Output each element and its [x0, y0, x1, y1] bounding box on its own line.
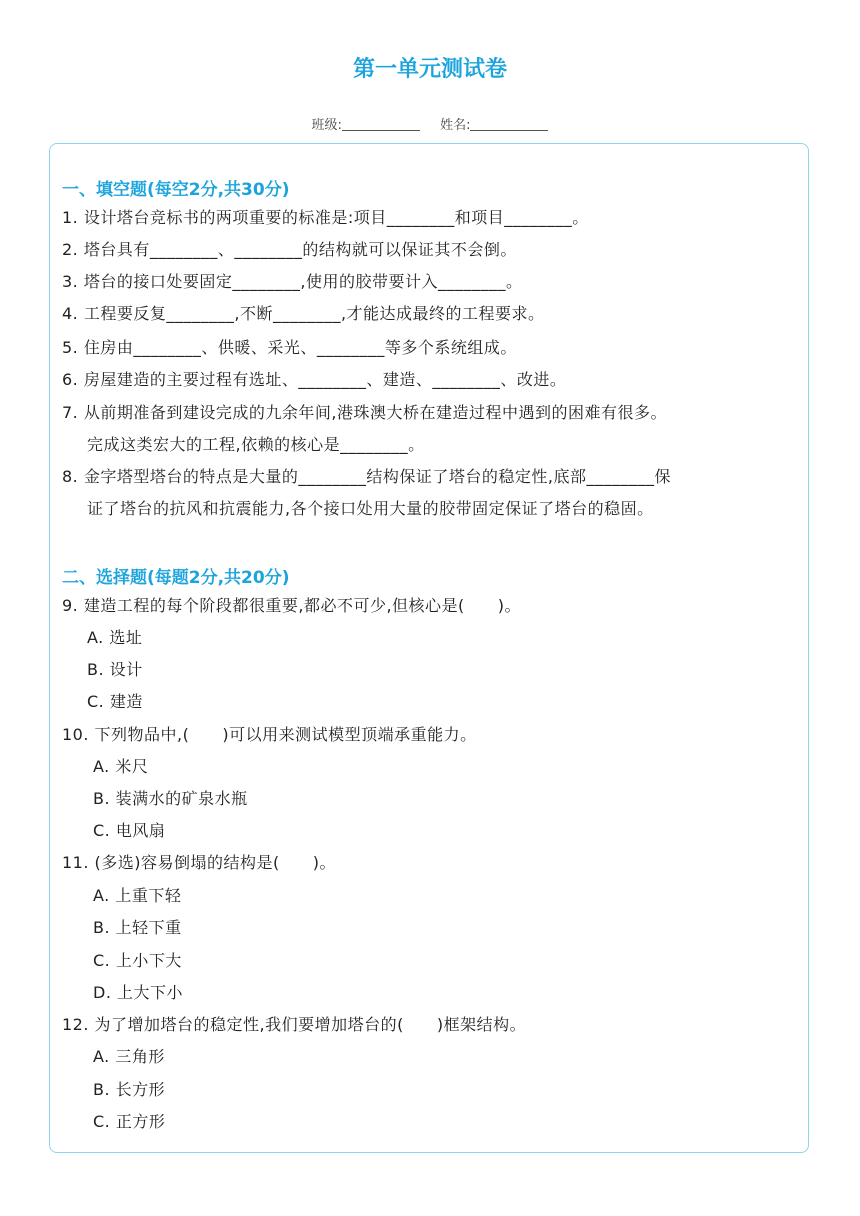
- question-5: 5. 住房由________、供暖、采光、________等多个系统组成。: [62, 338, 517, 357]
- question-7-line-2: 完成这类宏大的工程,依赖的核心是________。: [87, 435, 425, 454]
- q10-option-b: B. 装满水的矿泉水瓶: [93, 789, 248, 808]
- q11-option-b: B. 上轻下重: [93, 918, 182, 937]
- q9-option-c: C. 建造: [87, 692, 143, 711]
- q9-option-a: A. 选址: [87, 628, 143, 647]
- name-label: 姓名:: [440, 118, 471, 133]
- q9-option-b: B. 设计: [87, 660, 143, 679]
- question-2: 2. 塔台具有________、________的结构就可以保证其不会倒。: [62, 240, 517, 259]
- q12-option-b: B. 长方形: [93, 1080, 166, 1099]
- question-1: 1. 设计塔台竞标书的两项重要的标准是:项目________和项目________。: [62, 208, 589, 227]
- question-3: 3. 塔台的接口处要固定________,使用的胶带要计入________。: [62, 272, 523, 291]
- class-field: [312, 114, 420, 133]
- question-10: 10. 下列物品中,( )可以用来测试模型顶端承重能力。: [62, 725, 477, 744]
- class-label: 班级:: [311, 118, 342, 133]
- question-7-line-1: 7. 从前期准备到建设完成的九余年间,港珠澳大桥在建造过程中遇到的困难有很多。: [62, 403, 667, 422]
- question-9: 9. 建造工程的每个阶段都很重要,都必不可少,但核心是( )。: [62, 596, 522, 615]
- q10-option-a: A. 米尺: [93, 757, 149, 776]
- question-11: 11. (多选)容易倒塌的结构是( )。: [62, 853, 337, 872]
- section-2-heading: 二、选择题(每题2分,共20分): [62, 568, 290, 588]
- q11-option-d: D. 上大下小: [93, 983, 183, 1002]
- page-title: 第一单元测试卷: [352, 57, 507, 82]
- q11-option-a: A. 上重下轻: [93, 886, 182, 905]
- class-blank[interactable]: [342, 118, 420, 131]
- q10-option-c: C. 电风扇: [93, 821, 166, 840]
- student-info: [0, 114, 860, 133]
- question-12: 12. 为了增加塔台的稳定性,我们要增加塔台的( )框架结构。: [62, 1015, 527, 1034]
- question-6: 6. 房屋建造的主要过程有选址、________、建造、________、改进。: [62, 370, 567, 389]
- name-blank[interactable]: [470, 118, 548, 131]
- section-1-heading: 一、填空题(每空2分,共30分): [62, 180, 290, 200]
- q12-option-c: C. 正方形: [93, 1112, 166, 1131]
- q12-option-a: A. 三角形: [93, 1047, 165, 1066]
- question-4: 4. 工程要反复________,不断________,才能达成最终的工程要求。: [62, 304, 545, 323]
- q11-option-c: C. 上小下大: [93, 951, 182, 970]
- question-8-line-2: 证了塔台的抗风和抗震能力,各个接口处用大量的胶带固定保证了塔台的稳固。: [87, 499, 654, 518]
- name-field: [440, 114, 548, 133]
- question-8-line-1: 8. 金字塔型塔台的特点是大量的________结构保证了塔台的稳定性,底部________保: [62, 467, 671, 486]
